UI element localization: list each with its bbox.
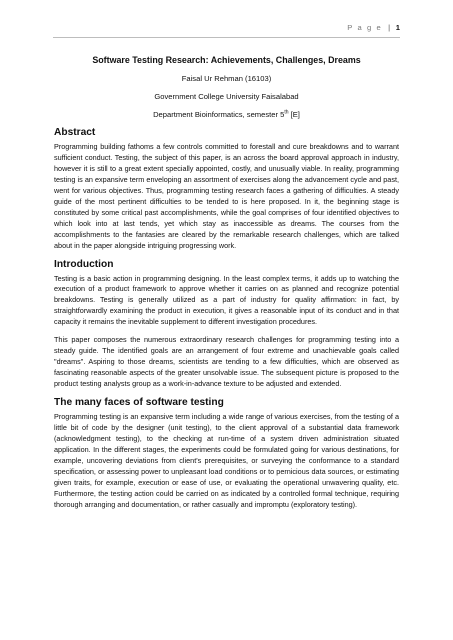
introduction-heading: Introduction xyxy=(54,258,114,270)
page-number-header xyxy=(347,23,400,32)
paper-title: Software Testing Research: Achievements, Challenges, Dreams xyxy=(92,55,361,65)
abstract-paragraph: Programming building fathoms a few controls committed to forestall and cure breakdowns and to warrant sufficient conduct. Testing, the subject of this paper, is an across the board approval approach in industry, however it is still to a great extent specially appointed, costly, and unusually viable. In reality, programming testing is an expansive term enveloping an assortment of exercises along the advancement cycle and past, went for various objectives. Thus, programming testing research faces a gathering of difficulties. A steady guide of the most pertinent difficulties to be tended to is here proposed. In it, the beginning stage is constituted by some critical past accomplishments, while the goal comprises of four identified objectives to which look into at last tends, yet which stay as inaccessible as dreams. The courses from the accomplishments to the fantasies are cleared by the remarkable research challenges, which are talked about in the paper alongside intriguing progressing work. xyxy=(54,142,399,250)
abstract-heading: Abstract xyxy=(54,127,96,138)
introduction-paragraph-2: This paper composes the numerous extraordinary research challenges for programming testing into a steady guide. The identified goals are an arrangement of four extreme and unachievable goals called "dreams". Aspiring to those dreams, scientists are tending to a few difficulties, which are observed as fascinating reasonable aspects of the greater unsolvable issue. The subsequent picture is proposed to the product testing analysts group as a work-in-advance texture to be adjusted and extended. xyxy=(54,335,399,389)
page-separator: | xyxy=(388,23,391,32)
header-rule xyxy=(53,37,400,38)
paper-author: Faisal Ur Rehman (16103) xyxy=(181,74,272,83)
many-faces-heading: The many faces of software testing xyxy=(54,397,224,409)
paper-department xyxy=(54,109,399,121)
department-suffix: [E] xyxy=(288,110,300,119)
department-superscript: th xyxy=(284,109,289,116)
paper-institution: Government College University Faisalabad xyxy=(154,92,299,101)
page-number: 1 xyxy=(395,23,400,32)
paper-body xyxy=(54,55,399,518)
page-label: P a g e xyxy=(347,23,383,32)
department-text: Department Bioinformatics, semester 5 xyxy=(153,110,285,119)
many-faces-paragraph: Programming testing is an expansive term including a wide range of various exercises, from the testing of a little bit of code by the designer (unit testing), to the client approval of a substantial data framework (acknowledgment testing), to the checking at run-time of a system driven administration situated application. In the different stages, the experiments could be formulated going for various destinations, for example, uncovering deviations from client's prerequisites, or surveying the conformance to a standard specification, or assessing power to unpleasant load conditions or to pernicious data sources, or estimating given traits, for example, execution or ease of use, or evaluating the operational unwavering quality, etc. Furthermore, the testing action could be carried on as indicated by a controlled formal technique, requiring thorough arranging and documentation, or rather casually and impromptu (exploratory testing). xyxy=(54,412,399,509)
introduction-paragraph-1: Testing is a basic action in programming designing. In the least complex terms, it adds up to watching the execution of a product framework to approve whether it carries on as planned and recognize potential breakdowns. Testing is generally utilized as a part of industry for quality affirmation: in fact, by straightforwardly examining the product in execution, it gives a reasonable input of its conduct and in that capacity it remains the inevitable supplement to different investigation procedures. xyxy=(54,273,399,327)
